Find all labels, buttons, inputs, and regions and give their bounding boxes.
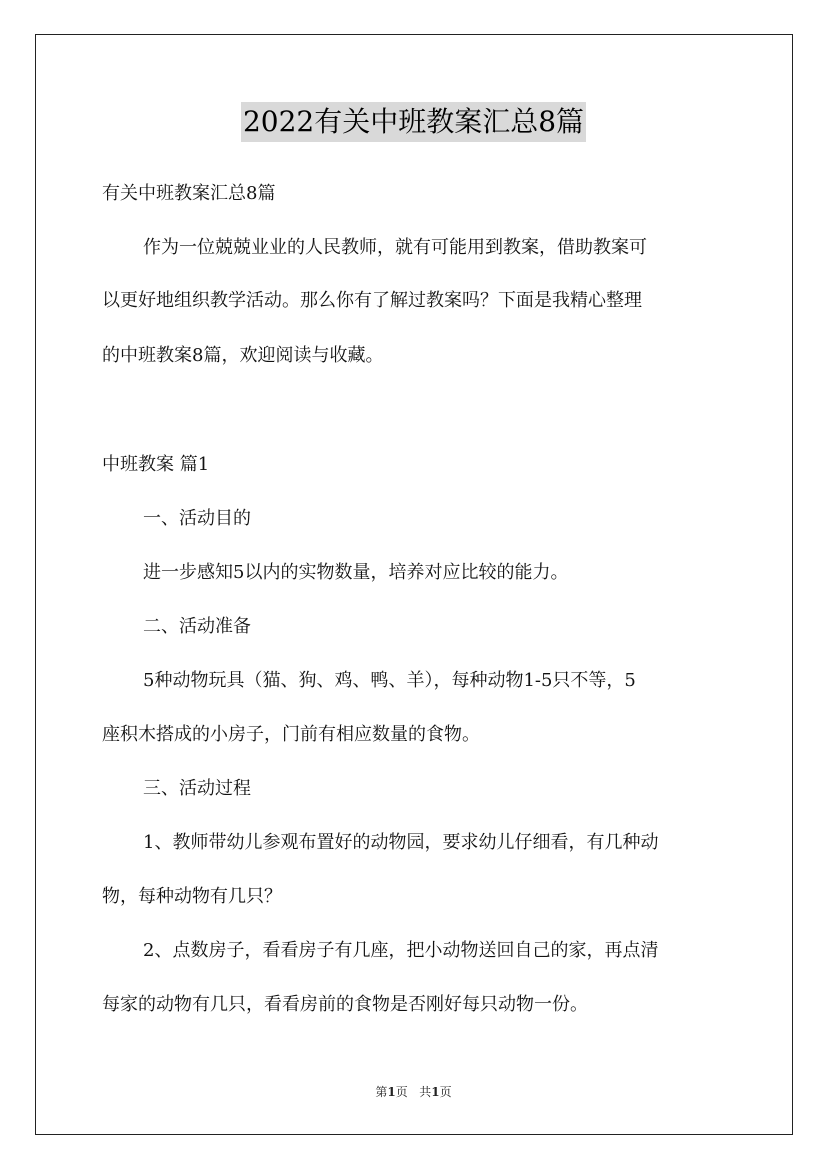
page-footer xyxy=(0,1084,827,1100)
intro-line-3: 的中班教案8篇，欢迎阅读与收藏。 xyxy=(102,345,384,366)
footer-page-number: 1 xyxy=(387,1085,396,1099)
section2-line-1: 5种动物玩具（猫、狗、鸡、鸭、羊），每种动物1-5只不等，5 xyxy=(143,670,636,691)
footer-page-prefix: 第 xyxy=(375,1085,388,1099)
footer-total-suffix: 页 xyxy=(439,1085,452,1099)
step2-line-2: 每家的动物有几只，看看房前的食物是否刚好每只动物一份。 xyxy=(102,994,588,1015)
document-subtitle: 有关中班教案汇总8篇 xyxy=(102,183,276,204)
title-container xyxy=(0,102,827,142)
document-title: 2022有关中班教案汇总8篇 xyxy=(241,102,586,142)
section2-line-2: 座积木搭成的小房子，门前有相应数量的食物。 xyxy=(102,724,480,745)
step1-line-1: 1、教师带幼儿参观布置好的动物园，要求幼儿仔细看，有几种动 xyxy=(143,832,659,853)
section3-heading: 三、活动过程 xyxy=(143,778,251,799)
step1-line-2: 物，每种动物有几只？ xyxy=(102,886,282,907)
footer-total-prefix: 共 xyxy=(419,1085,432,1099)
section2-heading: 二、活动准备 xyxy=(143,616,251,637)
step2-line-1: 2、点数房子，看看房子有几座，把小动物送回自己的家，再点清 xyxy=(143,940,659,961)
section1-text: 进一步感知5以内的实物数量，培养对应比较的能力。 xyxy=(143,562,569,583)
intro-line-1: 作为一位兢兢业业的人民教师，就有可能用到教案，借助教案可 xyxy=(143,237,647,258)
footer-page-suffix: 页 xyxy=(395,1085,408,1099)
intro-line-2: 以更好地组织教学活动。那么你有了解过教案吗？下面是我精心整理 xyxy=(102,290,642,311)
section-heading: 中班教案 篇1 xyxy=(102,454,210,475)
section1-heading: 一、活动目的 xyxy=(143,508,251,529)
footer-total-pages: 1 xyxy=(431,1085,440,1099)
